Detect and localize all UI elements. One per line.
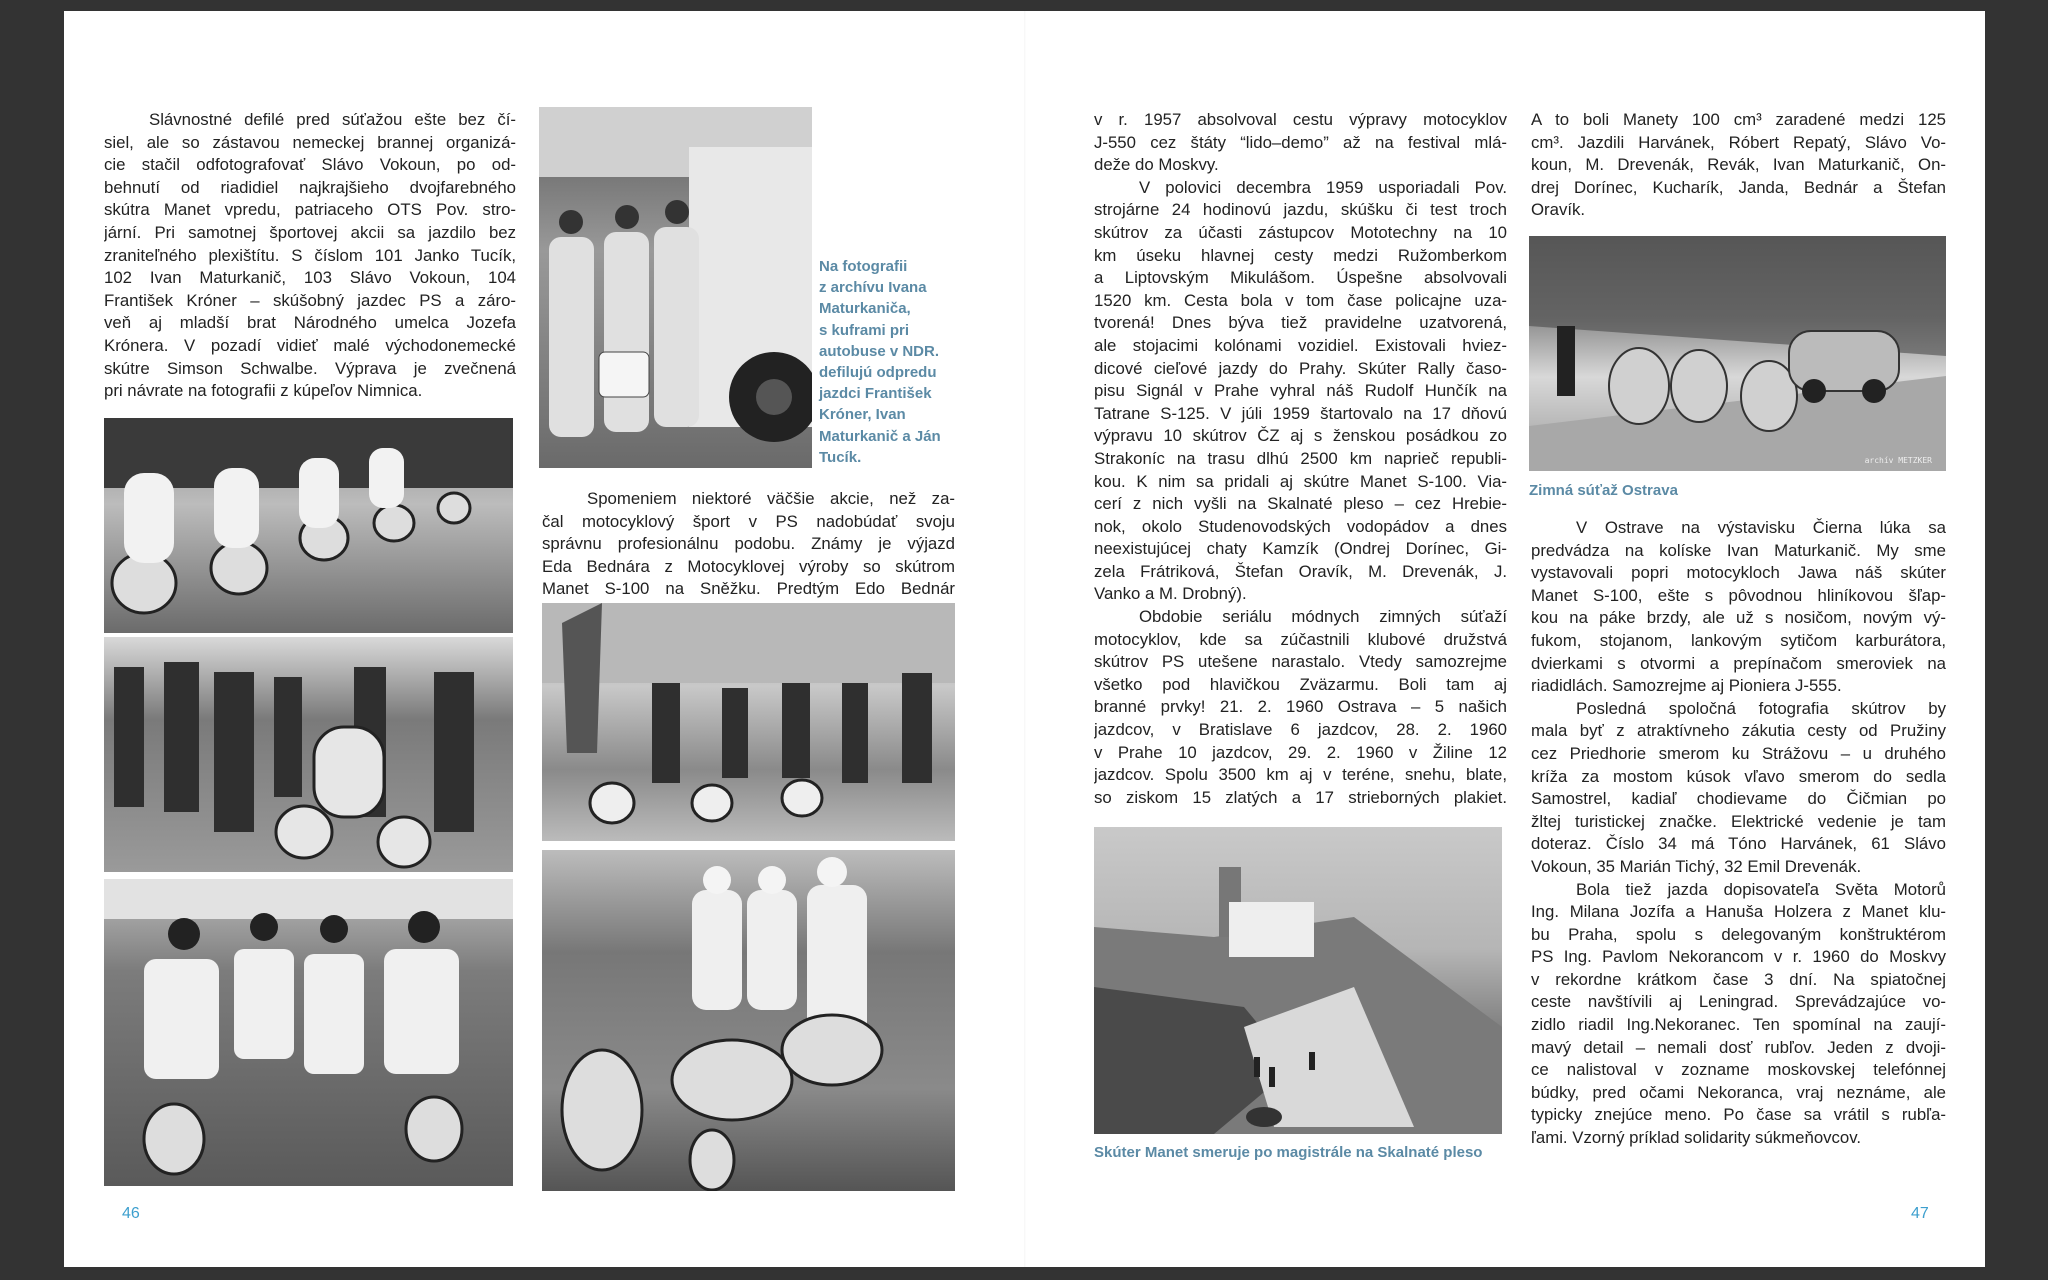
text-line: 1520 km. Cesta bola v tom čase policajne uza- [1094, 290, 1507, 310]
text-line: drej Dorínec, Kucharík, Janda, Bednár a Štefan [1531, 177, 1946, 197]
right-column-text [1094, 109, 1507, 809]
text-line: jazdcov. Spolu 3500 km aj v teréne, snehu, blate, [1094, 765, 1507, 785]
text-line: skútrov za účasti zástupcov Mototechny na 10 [1094, 222, 1507, 242]
text-line: ce nalistoval v zozname moskovskej telefónnej [1531, 1060, 1946, 1080]
text-line: v r. 1957 absolvoval cestu výpravy motocyklov [1094, 110, 1507, 129]
caption-line: Na fotografii [819, 258, 908, 275]
text-line: A to boli Manety 100 cm³ zaradené medzi 125 [1531, 110, 1946, 129]
text-line: ale stojacimi kolónami vozidiel. Existovali hviez- [1094, 335, 1507, 355]
text-line: skútra Manet vpredu, patriaceho OTS Pov. stro- [104, 200, 516, 220]
photo-riders-by-shop [542, 603, 955, 841]
text-line: Posledná spoločná fotografia skútrov by [1576, 698, 1946, 718]
text-line: čal motocyklový šport v PS nadobúdať svoju [542, 511, 955, 531]
text-line: typicky znejúce meno. Po čase sa vrátil s rubľa- [1531, 1105, 1946, 1125]
text-line: cez Priedhorie smerom ku Strážovu – u druhého [1531, 743, 1946, 763]
left-column-text [104, 109, 516, 403]
text-line: Ing. Milana Jozífa a Hanuša Holzera z Manet klu- [1531, 902, 1946, 922]
text-line: riadidlách. Samozrejme aj Pioniera J-555. [1531, 676, 1842, 696]
text-line: neexistujúcej chaty Kamzík (Ondrej Dorínec, Gi- [1094, 539, 1507, 559]
text-line: skútre Simson Schwalbe. Výprava je zvečnená [104, 358, 516, 378]
text-line: Spomeniem niektoré väčšie akcie, než za- [587, 489, 955, 508]
text-line: koun, M. Drevenák, Revák, Ivan Maturkanič, On- [1531, 155, 1946, 175]
caption-line: s kuframi pri [819, 321, 910, 339]
caption-line: Maturkanič a Ján [819, 427, 941, 445]
text-line: pri návrate na fotografii z kúpeľov Nimnica. [104, 381, 423, 401]
text-line: ceste navštívili aj Leningrad. Sprevádzajúce vo- [1531, 992, 1946, 1012]
caption-line: Maturkaniča, [819, 300, 911, 318]
text-line: Eda Bednára z Motocyklovej výroby so skútrom [542, 556, 955, 576]
text-line: Strakoníc na trasu dlhú 2500 km naprieč republi- [1094, 448, 1507, 468]
text-line: zela Frátriková, Štefan Oravík, M. Drevenák, J. [1094, 561, 1507, 581]
text-line: zidlo riadil Ing.Nekoranec. Ten spomínal na zaují- [1531, 1015, 1946, 1035]
text-line: kou. K nim sa pridali aj skútre Manet S-100. Via- [1094, 471, 1507, 491]
text-line: kríža za mostom kúsok vľavo smerom do sedla [1531, 766, 1946, 786]
left-middle-column-text [542, 488, 955, 601]
text-line: a Liptovským Mikulášom. Úspešne absolvovali [1094, 268, 1507, 288]
text-line: km úseku hlavnej cesty medzi Ružomberkom [1094, 245, 1507, 265]
text-line: v rekordne krátkom čase 3 dní. Na spiatočnej [1531, 969, 1946, 989]
text-line: Bola tiež jazda dopisovateľa Světa Motorů [1576, 879, 1946, 899]
text-line: Slávnostné defilé pred súťažou ešte bez čí- [149, 110, 516, 129]
caption-line: Króner, Ivan [819, 406, 906, 424]
text-line: fukom, stojanom, lankovým sytičom karburátora, [1531, 630, 1946, 650]
text-line: kou na páke brzdy, ale už s nosičom, novým vý- [1531, 608, 1946, 628]
right-second-column-text-top [1531, 109, 1946, 222]
text-line: Obdobie seriálu módnych zimných súťaží [1139, 607, 1507, 627]
text-line: Vanko a M. Drobný). [1094, 584, 1247, 604]
text-line: v Prahe 10 jazdcov, 29. 2. 1960 v Žiline 12 [1094, 742, 1507, 762]
text-line: vystavovali popri motocykloch Jawa náš skúter [1531, 563, 1946, 583]
text-line: so ziskom 15 zlatých a 17 strieborných plakiet. [1094, 787, 1507, 807]
text-line: správnu profesionálnu podobu. Známy je výjazd [542, 534, 955, 554]
text-line: dicové cieľové jazdy do Prahy. Skúter Rally časo- [1094, 358, 1507, 378]
page-number-right: 47 [1911, 1205, 1929, 1222]
caption-line: defilujú odpredu [819, 364, 937, 382]
photo-riders-crowd [104, 637, 513, 872]
text-line: cm³. Jazdili Harvánek, Róbert Repatý, Slávo Vo- [1531, 132, 1946, 152]
text-line: strojárne 24 hodinovú jazdu, skúšku či test troch [1094, 200, 1507, 220]
photo-skalnate-pleso [1094, 827, 1502, 1134]
text-line: ľami. Vzorný príklad solidarity súkmeňovcov. [1531, 1128, 1862, 1148]
text-line: cie stačil odfotografovať Slávo Vokoun, po od- [104, 155, 516, 175]
skalnate-photo-caption: Skúter Manet smeruje po magistrále na Skalnaté pleso [1094, 1144, 1483, 1161]
photo-scooters-lineup [104, 418, 513, 633]
text-line: Manet S-100 na Sněžku. Predtým Edo Bednár [542, 579, 955, 599]
caption-line: z archívu Ivana [819, 279, 927, 297]
text-line: Oravík. [1531, 200, 1586, 220]
text-line: Krónera. V pozadí vidieť malé východonemecké [104, 335, 516, 355]
text-line: mavý detail – nemali dosť rubľov. Jeden z dvoji- [1531, 1037, 1946, 1057]
page-gutter [1024, 11, 1026, 1267]
caption-line: autobuse v NDR. [819, 342, 940, 360]
winter-photo-caption: Zimná súťaž Ostrava [1529, 482, 1678, 499]
text-line: cerí z nich vyšli na Skalnaté pleso – cez Hrebie- [1094, 494, 1507, 514]
text-line: mala byť z atraktívneho zákutia cesty od Pružiny [1531, 721, 1946, 741]
photo-riders-numbered [104, 879, 513, 1186]
text-line: jární. Pri samotnej športovej akcii sa jazdilo bez [104, 222, 516, 242]
text-line: František Króner – skúšobný jazdec PS a záro- [104, 290, 516, 310]
text-line: PS Ing. Pavlom Nekorancom v r. 1960 do Moskvy [1531, 947, 1946, 967]
text-line: J-550 cez štáty “lido–demo” až na festival mlá- [1094, 132, 1507, 152]
text-line: V polovici decembra 1959 usporiadali Pov. [1139, 177, 1507, 197]
text-line: doteraz. Číslo 34 má Tóno Harvánek, 61 Slávo [1531, 834, 1946, 854]
text-line: výpravu 10 skútrov ČZ aj s ženskou posádkou zo [1094, 426, 1507, 446]
text-line: branné prvky! 21. 2. 1960 Ostrava – 5 našich [1094, 697, 1507, 717]
text-line: motocyklov, kde sa zúčastnili klubové družstvá [1094, 629, 1507, 649]
bus-photo-caption [819, 256, 959, 468]
photo-riders-at-bus [539, 107, 812, 468]
text-line: veň aj mladší brat Národného umelca Jozefa [104, 313, 516, 333]
caption-line: jazdci František [819, 385, 932, 403]
text-line: deže do Moskvy. [1094, 155, 1219, 175]
text-line: pisu Signál v Prahe vyhral náš Rudolf Hunčík na [1094, 381, 1507, 401]
text-line: Vokoun, 35 Marián Tichý, 32 Emil Drevenák. [1531, 856, 1862, 876]
text-line: behnutí od riadidiel najkrajšieho dvojfarebného [104, 177, 516, 197]
text-line: Samostrel, kadiaľ chodievame do Čičmian po [1531, 789, 1946, 809]
text-line: žltej turistickej značke. Elektrické vedenie je tam [1531, 811, 1946, 831]
text-line: tvorená! Dnes býva tiež pravidelne uzatvorená, [1094, 313, 1507, 333]
text-line: zraniteľného plexištítu. S číslom 101 Janko Tucík, [104, 245, 516, 265]
text-line: skútrov PS utešene narastalo. Vtedy samozrejme [1094, 652, 1507, 672]
text-line: 102 Ivan Maturkanič, 103 Slávo Vokoun, 104 [104, 268, 516, 288]
text-line: siel, ale so zástavou nemeckej brannej organizá- [104, 132, 516, 152]
text-line: všetko pod hlavičkou Zväzarmu. Boli tam aj [1094, 674, 1507, 694]
text-line: Tatrane S-125. V júli 1959 štartovalo na 17 dňovú [1094, 403, 1507, 423]
text-line: dvierkami s otvormi a prepínačom smeroviek na [1531, 653, 1946, 673]
photo-riders-helmets [542, 850, 955, 1191]
text-line: nok, okolo Studenovodských vodopádov a dnes [1094, 516, 1507, 536]
text-line: V Ostrave na výstavisku Čierna lúka sa [1576, 518, 1946, 537]
caption-line: Tucík. [819, 448, 862, 466]
text-line: Manet S-100, ešte s pôvodnou hliníkovou šľap- [1531, 585, 1946, 605]
text-line: búdky, pred očami Nekoranca, vraj neznáme, ale [1531, 1082, 1946, 1102]
text-line: predvádza na kolíske Ivan Maturkanič. My sme [1531, 540, 1946, 560]
text-line: jazdcov, v Bratislave 6 jazdcov, 28. 2. 1960 [1094, 720, 1507, 740]
right-second-column-text-bottom [1531, 517, 1946, 1150]
photo-credit: archív METZKER [1864, 456, 1932, 465]
photo-winter-ostrava [1529, 236, 1946, 471]
page-number-left: 46 [122, 1205, 140, 1222]
text-line: bu Praha, spolu s delegovaným konštruktérom [1531, 924, 1946, 944]
